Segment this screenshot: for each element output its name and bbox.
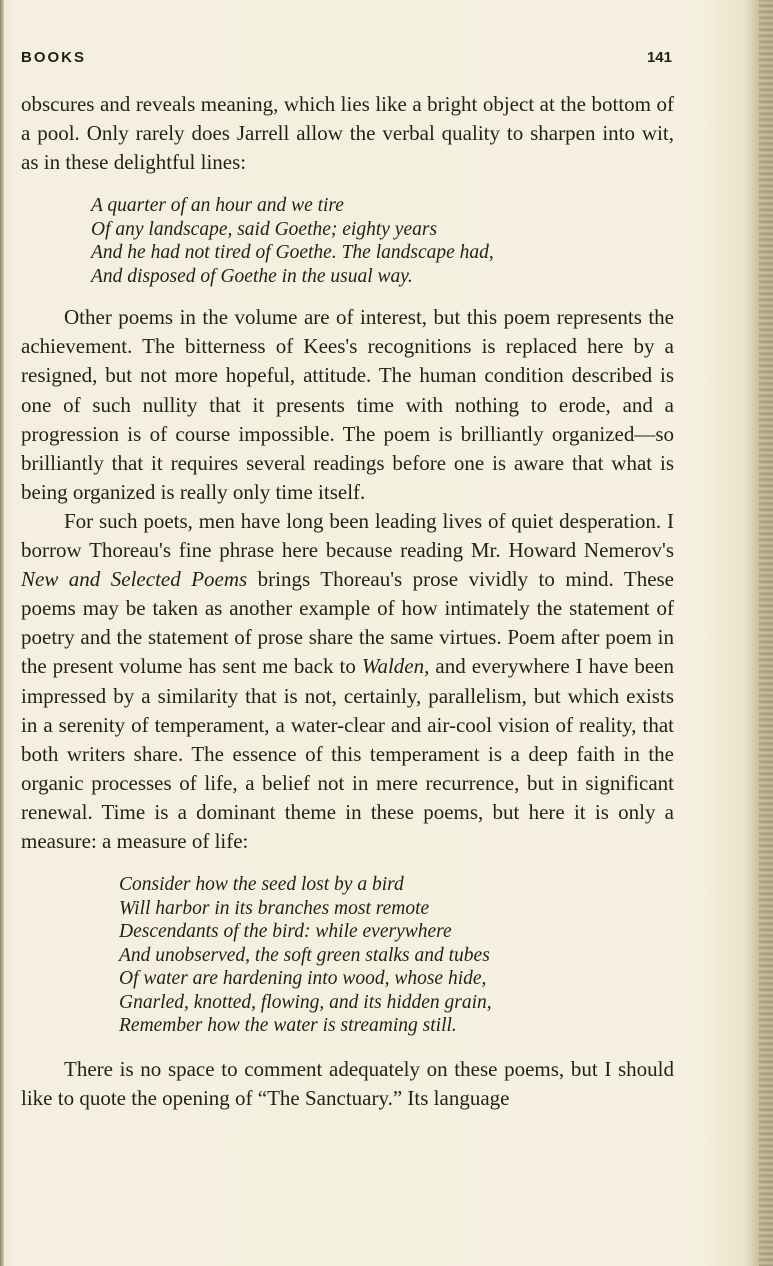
verse-line: Of water are hardening into wood, whose hide, — [119, 968, 487, 990]
verse-line: And unobserved, the soft green stalks and tubes — [119, 944, 490, 966]
paragraph-3-text-c: and everywhere I have been impressed by a similarity that is not, certainly, parallelism, but which exists in a serenity of temperament, a water-clear and air-cool vision of reality, that both writers share. The essence of this temperament is a deep faith in the organic processes of life, a belief not in mere recurrence, but in significant renewal. Time is a dominant theme in these poems, but here it is only a measure: a measure of life: — [21, 654, 674, 853]
book-title-new-and-selected-poems: New and Selected Poems — [21, 567, 248, 592]
book-title-walden: Walden, — [361, 654, 430, 679]
verse-quote-2 — [119, 873, 674, 1038]
verse-line: Consider how the seed lost by a bird — [119, 874, 404, 896]
paragraph-1: obscures and reveals meaning, which lies like a bright object at the bottom of a pool. Only rarely does Jarrell allow the verbal quality to sharpen into wit, as in these delightful lines: — [21, 92, 674, 175]
verse-line: Will harbor in its branches most remote — [119, 897, 430, 919]
verse-line: And disposed of Goethe in the usual way. — [91, 265, 413, 287]
paragraph-3-text-a: For such poets, men have long been leading lives of quiet desperation. I borrow Thoreau's fine phrase here because reading Mr. Howard Nemerov's — [21, 508, 674, 563]
page-gutter — [0, 0, 4, 1266]
paragraph-3 — [21, 507, 674, 856]
verse-line: Remember how the water is streaming still. — [119, 1015, 457, 1037]
running-head: BOOKS — [21, 49, 87, 66]
verse-line: A quarter of an hour and we tire — [91, 195, 344, 217]
verse-line: Descendants of the bird: while everywhere — [119, 921, 452, 943]
page-number: 141 — [646, 49, 672, 66]
verse-line: Gnarled, knotted, flowing, and its hidden grain, — [119, 991, 492, 1013]
page-edge — [759, 0, 773, 1266]
verse-quote-1 — [91, 194, 674, 288]
paragraph-4: There is no space to comment adequately on these poems, but I should like to quote the opening of “The Sanctuary.” Its language — [21, 1056, 674, 1110]
page-header — [21, 49, 672, 69]
verse-line: And he had not tired of Goethe. The landscape had, — [91, 242, 494, 264]
paragraph-2: Other poems in the volume are of interest, but this poem represents the achievement. The bitterness of Kees's recognitions is replaced here by a resigned, but not more hopeful, attitude. The human condition described is one of such nullity that it presents time with nothing to erode, and a progression is of course impossible. The poem is brilliantly organized—so brilliantly that it requires several readings before one is aware that what is being organized is really only time itself. — [21, 305, 674, 504]
verse-line: Of any landscape, said Goethe; eighty years — [91, 218, 438, 240]
paragraph-3-text-b: brings Thoreau's prose vividly to mind. These poems may be taken as another example of how intimately the statement of poetry and the statement of prose share the same virtues. Poem after poem in the present volume has sent me back to — [21, 567, 675, 679]
body-text — [21, 90, 674, 1113]
